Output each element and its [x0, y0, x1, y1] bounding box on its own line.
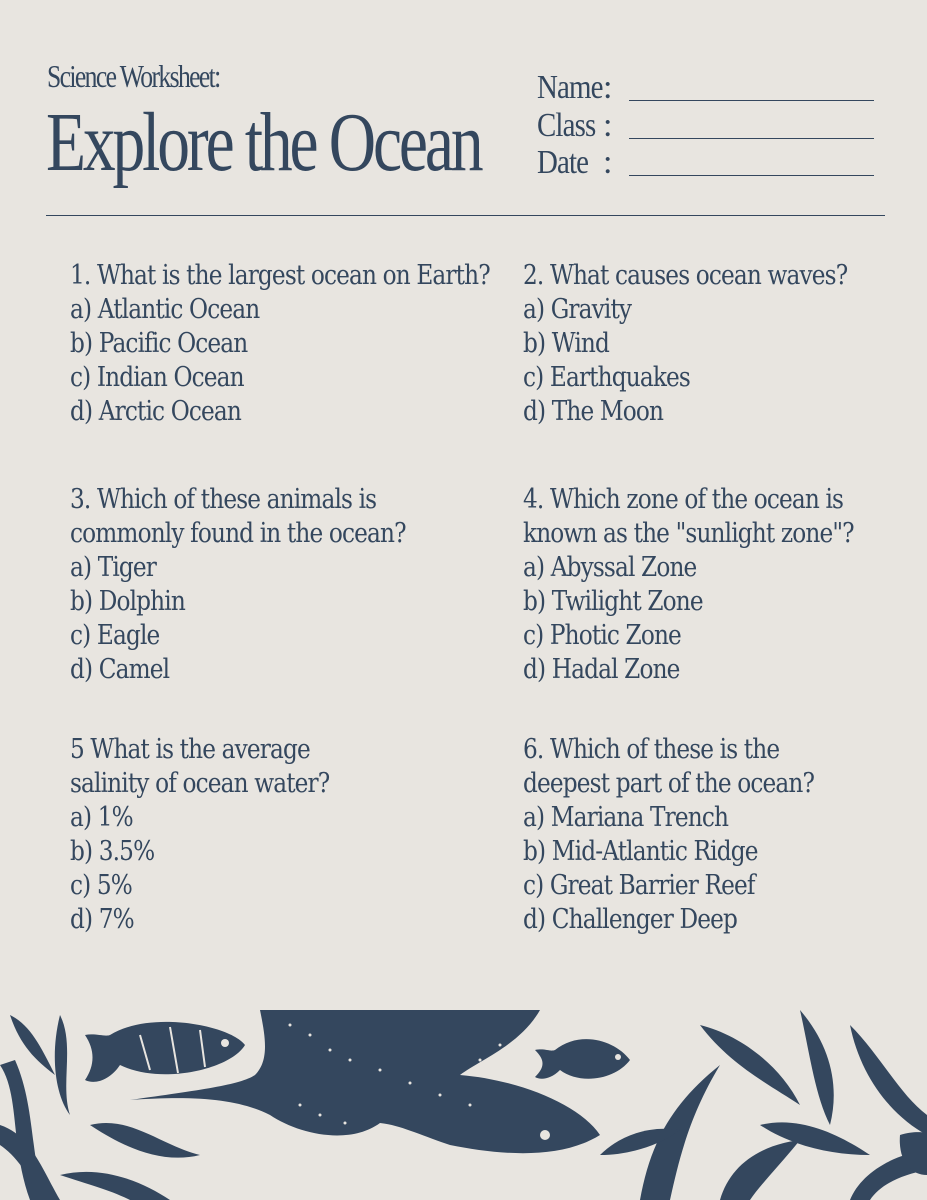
question-text: 6. Which of these is the [523, 734, 780, 765]
question-text: salinity of ocean water? [70, 768, 330, 799]
answer-option: a) Abyssal Zone [523, 552, 697, 583]
question-text: 2. What causes ocean waves? [523, 260, 848, 291]
answer-option: c) Photic Zone [523, 620, 681, 651]
name-field[interactable] [537, 70, 623, 106]
question-text: 5 What is the average [70, 734, 310, 765]
name-label: Name [537, 69, 603, 106]
ocean-illustration [0, 1005, 927, 1200]
header-divider [46, 215, 885, 216]
question-text: 1. What is the largest ocean on Earth? [70, 260, 490, 291]
class-line[interactable] [629, 138, 874, 139]
class-label: Class [537, 107, 596, 144]
answer-option: a) Mariana Trench [523, 802, 729, 833]
question-4 [523, 483, 908, 687]
date-line[interactable] [629, 175, 874, 176]
question-text: deepest part of the ocean? [523, 768, 815, 799]
answer-option: b) 3.5% [70, 836, 155, 867]
answer-option: b) Dolphin [70, 586, 185, 617]
answer-option: c) Earthquakes [523, 362, 690, 393]
answer-option: b) Pacific Ocean [70, 328, 248, 359]
answer-option: d) Challenger Deep [523, 904, 737, 935]
answer-option: b) Twilight Zone [523, 586, 703, 617]
answer-option: d) The Moon [523, 396, 664, 427]
date-field[interactable] [537, 145, 623, 181]
question-1 [70, 259, 558, 429]
date-label: Date [537, 144, 589, 181]
class-colon: : [603, 107, 612, 144]
question-text: 3. Which of these animals is [70, 484, 377, 515]
worksheet-subtitle: Science Worksheet: [47, 58, 220, 94]
answer-option: c) Indian Ocean [70, 362, 244, 393]
question-2 [523, 259, 900, 429]
answer-option: a) Tiger [70, 552, 157, 583]
question-3 [70, 483, 460, 687]
question-text: known as the "sunlight zone"? [523, 518, 854, 549]
worksheet-title: Explore the Ocean [46, 96, 481, 189]
question-text: commonly found in the ocean? [70, 518, 406, 549]
answer-option: c) Great Barrier Reef [523, 870, 755, 901]
question-text: 4. Which zone of the ocean is [523, 484, 844, 515]
answer-option: a) Atlantic Ocean [70, 294, 260, 325]
answer-option: c) Eagle [70, 620, 160, 651]
answer-option: b) Mid-Atlantic Ridge [523, 836, 758, 867]
date-colon: : [603, 144, 612, 181]
answer-option: a) 1% [70, 802, 133, 833]
question-5 [70, 733, 372, 937]
class-field[interactable] [537, 108, 623, 144]
question-6 [523, 733, 861, 937]
answer-option: c) 5% [70, 870, 132, 901]
answer-option: a) Gravity [523, 294, 632, 325]
answer-option: d) Arctic Ocean [70, 396, 242, 427]
answer-option: d) 7% [70, 904, 134, 935]
answer-option: d) Hadal Zone [523, 654, 680, 685]
name-colon: : [603, 69, 612, 106]
name-line[interactable] [629, 100, 874, 101]
answer-option: b) Wind [523, 328, 609, 359]
answer-option: d) Camel [70, 654, 170, 685]
